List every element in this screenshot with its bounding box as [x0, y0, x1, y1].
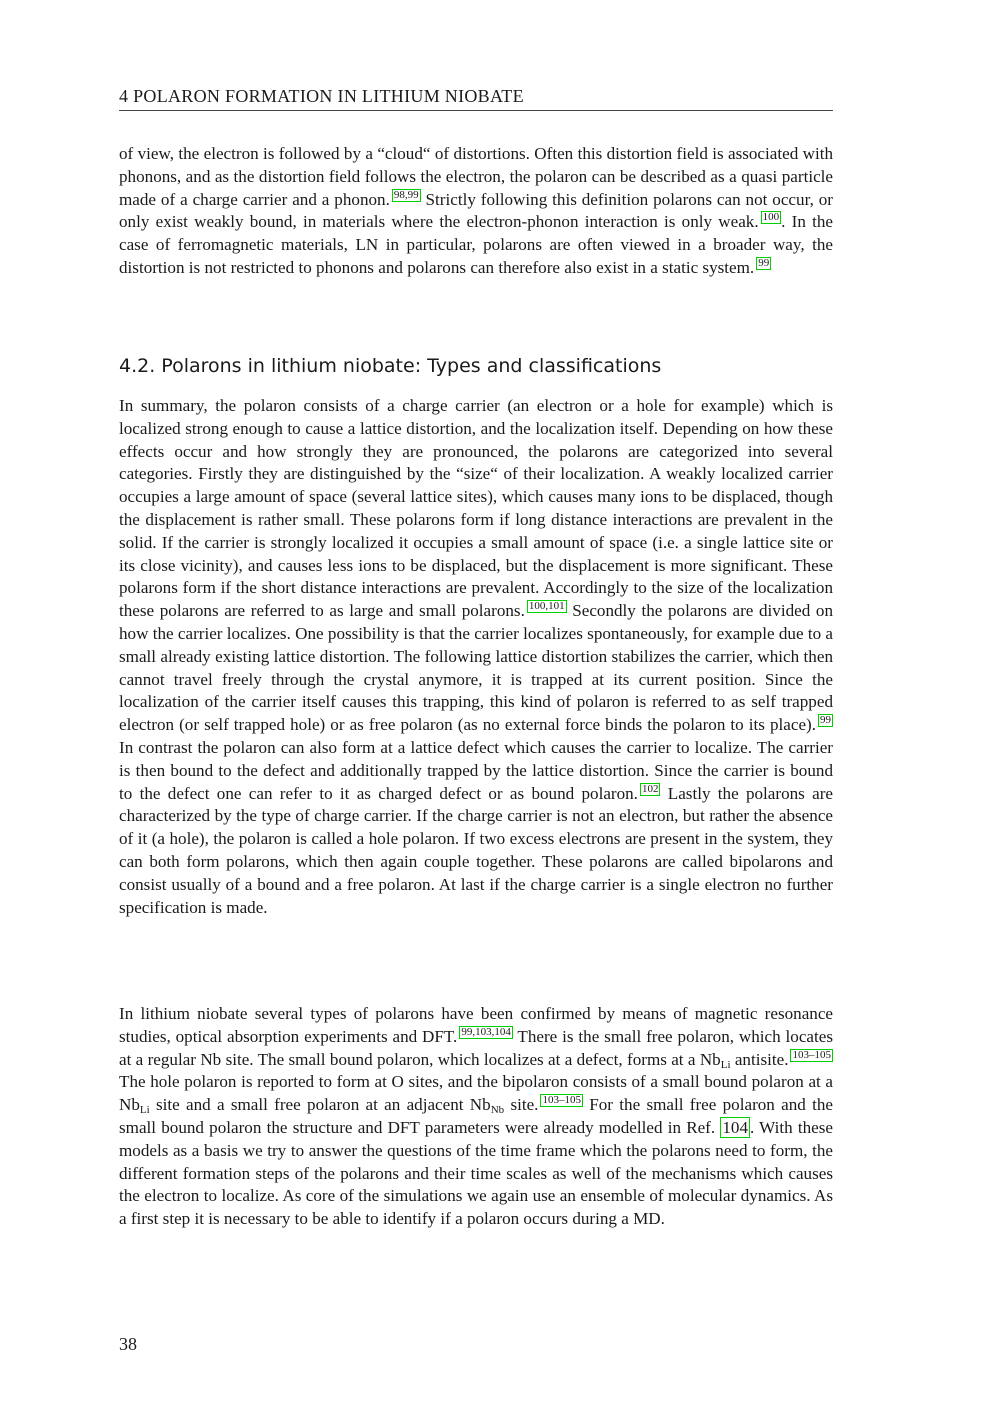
citation-link[interactable]: 103–105	[542, 1094, 581, 1107]
text-run: For the small free polaron and the small bound polaron the structure and DFT parameters were already modelled in Ref.	[119, 1095, 833, 1137]
citation-link[interactable]: 103–105	[792, 1048, 831, 1061]
text-run: of view, the electron is followed by a “cloud“ of distortions. Often this distortion field is associated with phonons, and as the distortion field follows the electron, the polaron can be described as a quasi particle made of a charge carrier and a phonon.	[119, 144, 833, 209]
page-number: 38	[119, 1334, 137, 1354]
text-run: antisite.	[730, 1049, 789, 1069]
text-run: . In the case of ferromagnetic materials, LN in particular, polarons are often viewed in a broader way, the distortion is not restricted to phonons and polarons can therefore also exist in a static system.	[119, 212, 833, 277]
citation-link[interactable]: 100,101	[528, 600, 565, 613]
text-run: Strictly following this definition polarons can not occur, or only exist weakly bound, in materials where the electron-phonon interaction is only weak.	[119, 189, 833, 232]
citation-link[interactable]: 100	[762, 211, 780, 224]
subscript: Li	[139, 1104, 150, 1117]
citation-link[interactable]: 99,103,104	[461, 1025, 511, 1038]
text-run: The hole polaron is reported to form at O sites, and the bipolaron consists of a small bound polaron at a Nb	[119, 1072, 833, 1115]
text-run: . With these models as a basis we try to answer the questions of the time frame which the polarons need to form, the different formation steps of the polarons and their time scales as well of the mechanisms which causes the electron to localize. As core of the simulations we again use an ensemble of molecular dynamics. As a first step it is necessary to be able to identify if a polaron occurs during a MD.	[119, 1117, 833, 1229]
paragraph-2	[119, 395, 833, 919]
citation-link[interactable]: 99	[820, 714, 831, 727]
section-heading: 4.2. Polarons in lithium niobate: Types and classifications	[119, 355, 662, 377]
paragraph-1	[119, 143, 833, 280]
reference-link[interactable]: 104	[722, 1117, 748, 1137]
text-run: In summary, the polaron consists of a charge carrier (an electron or a hole for example) which is localized strong enough to cause a lattice distortion, and the localization itself. Depending on how these effects occur and how strongly they are pronounced, the polarons are categorized into several categories. Firstly they are distinguished by the “size“ of their localization. A weakly localized carrier occupies a large amount of space (several lattice sites), which causes many ions to be displaced, though the displacement is rather small. These polarons form if long distance interactions are prevalent in the solid. If the carrier is strongly localized it occupies a small amount of space (i.e. a single lattice site or its close vicinity), and causes less ions to be displaced, but the displacement is more significant. These polarons form if the short distance interactions are prevalent. Accordingly to the size of the localization these polarons are referred to as large and small polarons.	[119, 396, 833, 621]
text-run: site.	[504, 1095, 539, 1115]
citation-link[interactable]: 102	[641, 782, 659, 795]
subscript: Nb	[490, 1104, 505, 1117]
citation-link[interactable]: 99	[758, 256, 770, 269]
citation-link[interactable]: 98,99	[393, 188, 419, 201]
subscript: Li	[720, 1058, 731, 1071]
text-run: Secondly the polarons are divided on how the carrier localizes. One possibility is that the carrier localizes spontaneously, for example due to a small already existing lattice distortion. The following lattice distortion stabilizes the carrier, which then cannot travel freely through the crystal anymore, it is trapped at its current position. Since the localization of the carrier itself causes this trapping, this kind of polaron is referred to as self trapped electron (or self trapped hole) or as free polaron (as no external force binds the polaron to its place).	[119, 601, 833, 735]
text-run: In lithium niobate several types of polarons have been confirmed by means of magnetic resonance studies, optical absorption experiments and DFT.	[119, 1004, 833, 1046]
text-run: There is the small free polaron, which locates at a regular Nb site. The small bound polaron, which localizes at a defect, forms at a Nb	[119, 1026, 833, 1069]
paragraph-3	[119, 1003, 833, 1231]
text-run: Lastly the polarons are characterized by the type of charge carrier. If the charge carrier is not an electron, but rather the absence of it (a hole), the polaron is called a hole polaron. If two excess electrons are present in the system, they can both form polarons, which then again couple together. These polarons are called bipolarons and consist usually of a bound and a free polaron. At last if the charge carrier is a single electron no further specification is made.	[119, 783, 833, 917]
text-run: site and a small free polaron at an adjacent Nb	[149, 1095, 491, 1115]
running-head: 4 POLARON FORMATION IN LITHIUM NIOBATE	[119, 86, 833, 111]
text-run: In contrast the polaron can also form at a lattice defect which causes the carrier to localize. The carrier is then bound to the defect and additionally trapped by the lattice distortion. Since the carrier is bound to the defect one can refer to it as charged defect or as bound polaron.	[119, 737, 833, 803]
